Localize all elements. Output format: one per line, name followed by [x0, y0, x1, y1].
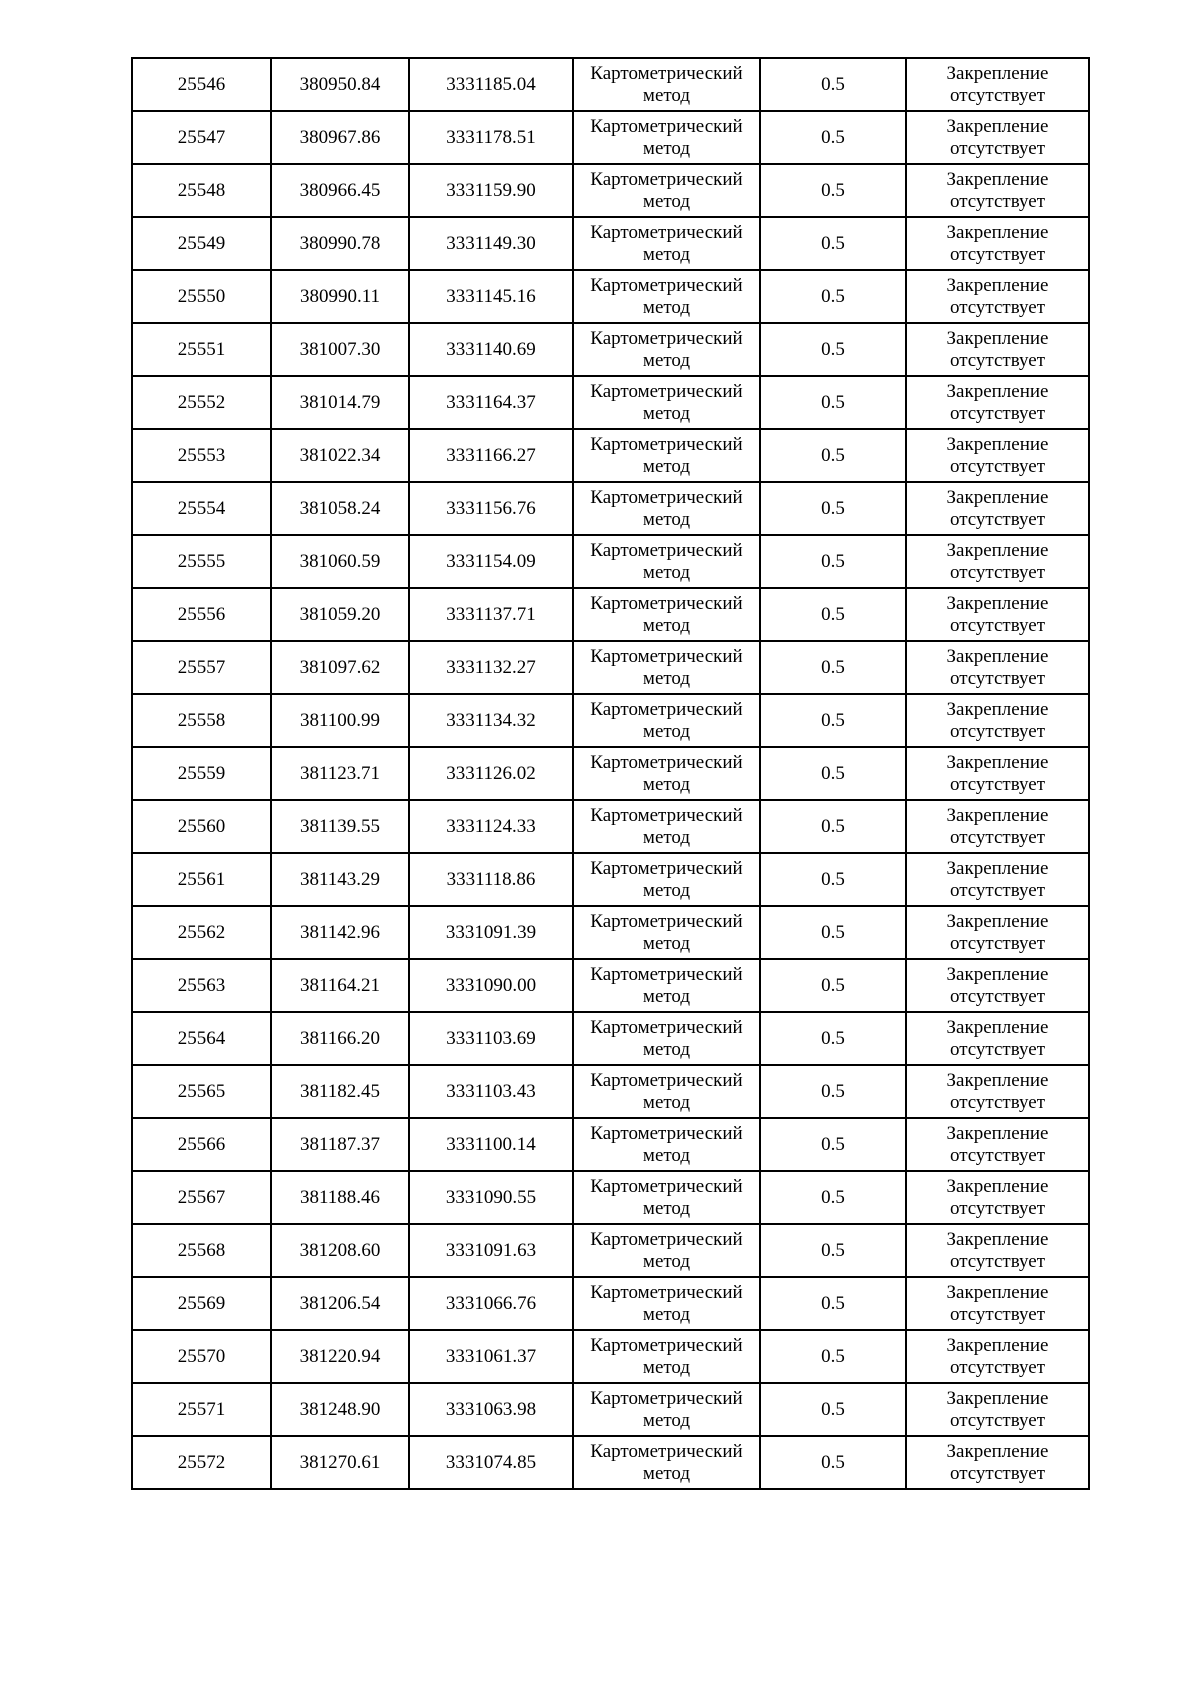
- y-coordinate-cell: 3331103.43: [409, 1065, 573, 1118]
- x-coordinate-cell: 381097.62: [271, 641, 409, 694]
- method-cell: Картометрический метод: [573, 641, 760, 694]
- table-row: [132, 641, 1089, 694]
- fixing-description-cell: Закрепление отсутствует: [906, 1012, 1089, 1065]
- accuracy-cell: 0.5: [760, 164, 906, 217]
- method-cell: Картометрический метод: [573, 959, 760, 1012]
- y-coordinate-cell: 3331100.14: [409, 1118, 573, 1171]
- table-row: [132, 376, 1089, 429]
- fixing-description-cell: Закрепление отсутствует: [906, 323, 1089, 376]
- method-cell: Картометрический метод: [573, 1118, 760, 1171]
- point-number-cell: 25554: [132, 482, 271, 535]
- method-cell: Картометрический метод: [573, 376, 760, 429]
- fixing-description-cell: Закрепление отсутствует: [906, 535, 1089, 588]
- accuracy-cell: 0.5: [760, 747, 906, 800]
- method-cell: Картометрический метод: [573, 323, 760, 376]
- x-coordinate-cell: 381166.20: [271, 1012, 409, 1065]
- fixing-description-cell: Закрепление отсутствует: [906, 1118, 1089, 1171]
- accuracy-cell: 0.5: [760, 641, 906, 694]
- table-row: [132, 1012, 1089, 1065]
- table-row: [132, 959, 1089, 1012]
- x-coordinate-cell: 381058.24: [271, 482, 409, 535]
- y-coordinate-cell: 3331149.30: [409, 217, 573, 270]
- method-cell: Картометрический метод: [573, 1277, 760, 1330]
- table-row: [132, 906, 1089, 959]
- x-coordinate-cell: 381139.55: [271, 800, 409, 853]
- point-number-cell: 25570: [132, 1330, 271, 1383]
- point-number-cell: 25553: [132, 429, 271, 482]
- y-coordinate-cell: 3331074.85: [409, 1436, 573, 1489]
- fixing-description-cell: Закрепление отсутствует: [906, 588, 1089, 641]
- point-number-cell: 25564: [132, 1012, 271, 1065]
- method-cell: Картометрический метод: [573, 1065, 760, 1118]
- fixing-description-cell: Закрепление отсутствует: [906, 800, 1089, 853]
- method-cell: Картометрический метод: [573, 694, 760, 747]
- x-coordinate-cell: 381248.90: [271, 1383, 409, 1436]
- accuracy-cell: 0.5: [760, 906, 906, 959]
- y-coordinate-cell: 3331124.33: [409, 800, 573, 853]
- accuracy-cell: 0.5: [760, 694, 906, 747]
- accuracy-cell: 0.5: [760, 853, 906, 906]
- accuracy-cell: 0.5: [760, 111, 906, 164]
- point-number-cell: 25549: [132, 217, 271, 270]
- fixing-description-cell: Закрепление отсутствует: [906, 111, 1089, 164]
- table-row: [132, 164, 1089, 217]
- table-row: [132, 270, 1089, 323]
- table-row: [132, 111, 1089, 164]
- method-cell: Картометрический метод: [573, 1224, 760, 1277]
- accuracy-cell: 0.5: [760, 270, 906, 323]
- point-number-cell: 25566: [132, 1118, 271, 1171]
- x-coordinate-cell: 381123.71: [271, 747, 409, 800]
- point-number-cell: 25559: [132, 747, 271, 800]
- y-coordinate-cell: 3331061.37: [409, 1330, 573, 1383]
- point-number-cell: 25567: [132, 1171, 271, 1224]
- x-coordinate-cell: 380967.86: [271, 111, 409, 164]
- accuracy-cell: 0.5: [760, 800, 906, 853]
- point-number-cell: 25569: [132, 1277, 271, 1330]
- table-row: [132, 853, 1089, 906]
- table-row: [132, 323, 1089, 376]
- method-cell: Картометрический метод: [573, 535, 760, 588]
- y-coordinate-cell: 3331156.76: [409, 482, 573, 535]
- fixing-description-cell: Закрепление отсутствует: [906, 1065, 1089, 1118]
- table-row: [132, 1065, 1089, 1118]
- x-coordinate-cell: 381022.34: [271, 429, 409, 482]
- fixing-description-cell: Закрепление отсутствует: [906, 1330, 1089, 1383]
- accuracy-cell: 0.5: [760, 959, 906, 1012]
- accuracy-cell: 0.5: [760, 323, 906, 376]
- x-coordinate-cell: 380990.78: [271, 217, 409, 270]
- y-coordinate-cell: 3331134.32: [409, 694, 573, 747]
- x-coordinate-cell: 380990.11: [271, 270, 409, 323]
- method-cell: Картометрический метод: [573, 1330, 760, 1383]
- method-cell: Картометрический метод: [573, 1171, 760, 1224]
- accuracy-cell: 0.5: [760, 535, 906, 588]
- accuracy-cell: 0.5: [760, 1065, 906, 1118]
- y-coordinate-cell: 3331118.86: [409, 853, 573, 906]
- method-cell: Картометрический метод: [573, 800, 760, 853]
- method-cell: Картометрический метод: [573, 906, 760, 959]
- accuracy-cell: 0.5: [760, 1277, 906, 1330]
- method-cell: Картометрический метод: [573, 1436, 760, 1489]
- accuracy-cell: 0.5: [760, 217, 906, 270]
- y-coordinate-cell: 3331103.69: [409, 1012, 573, 1065]
- fixing-description-cell: Закрепление отсутствует: [906, 959, 1089, 1012]
- x-coordinate-cell: 381270.61: [271, 1436, 409, 1489]
- point-number-cell: 25555: [132, 535, 271, 588]
- y-coordinate-cell: 3331137.71: [409, 588, 573, 641]
- accuracy-cell: 0.5: [760, 1383, 906, 1436]
- x-coordinate-cell: 381182.45: [271, 1065, 409, 1118]
- y-coordinate-cell: 3331185.04: [409, 58, 573, 111]
- table-row: [132, 429, 1089, 482]
- accuracy-cell: 0.5: [760, 482, 906, 535]
- accuracy-cell: 0.5: [760, 1118, 906, 1171]
- point-number-cell: 25568: [132, 1224, 271, 1277]
- table-row: [132, 588, 1089, 641]
- accuracy-cell: 0.5: [760, 1436, 906, 1489]
- fixing-description-cell: Закрепление отсутствует: [906, 694, 1089, 747]
- table-row: [132, 694, 1089, 747]
- point-number-cell: 25572: [132, 1436, 271, 1489]
- point-number-cell: 25551: [132, 323, 271, 376]
- y-coordinate-cell: 3331063.98: [409, 1383, 573, 1436]
- y-coordinate-cell: 3331091.39: [409, 906, 573, 959]
- point-number-cell: 25560: [132, 800, 271, 853]
- table-row: [132, 58, 1089, 111]
- y-coordinate-cell: 3331164.37: [409, 376, 573, 429]
- accuracy-cell: 0.5: [760, 588, 906, 641]
- accuracy-cell: 0.5: [760, 58, 906, 111]
- point-number-cell: 25563: [132, 959, 271, 1012]
- y-coordinate-cell: 3331132.27: [409, 641, 573, 694]
- method-cell: Картометрический метод: [573, 747, 760, 800]
- y-coordinate-cell: 3331166.27: [409, 429, 573, 482]
- table-row: [132, 1277, 1089, 1330]
- y-coordinate-cell: 3331066.76: [409, 1277, 573, 1330]
- fixing-description-cell: Закрепление отсутствует: [906, 164, 1089, 217]
- fixing-description-cell: Закрепление отсутствует: [906, 1171, 1089, 1224]
- method-cell: Картометрический метод: [573, 853, 760, 906]
- y-coordinate-cell: 3331126.02: [409, 747, 573, 800]
- y-coordinate-cell: 3331154.09: [409, 535, 573, 588]
- method-cell: Картометрический метод: [573, 1383, 760, 1436]
- point-number-cell: 25546: [132, 58, 271, 111]
- y-coordinate-cell: 3331140.69: [409, 323, 573, 376]
- fixing-description-cell: Закрепление отсутствует: [906, 376, 1089, 429]
- x-coordinate-cell: 380966.45: [271, 164, 409, 217]
- fixing-description-cell: Закрепление отсутствует: [906, 217, 1089, 270]
- fixing-description-cell: Закрепление отсутствует: [906, 641, 1089, 694]
- x-coordinate-cell: 381100.99: [271, 694, 409, 747]
- table-row: [132, 1224, 1089, 1277]
- table-row: [132, 800, 1089, 853]
- point-number-cell: 25547: [132, 111, 271, 164]
- table-row: [132, 535, 1089, 588]
- table-row: [132, 1383, 1089, 1436]
- point-number-cell: 25565: [132, 1065, 271, 1118]
- accuracy-cell: 0.5: [760, 376, 906, 429]
- point-number-cell: 25562: [132, 906, 271, 959]
- x-coordinate-cell: 381142.96: [271, 906, 409, 959]
- coordinates-table: [131, 57, 1090, 1490]
- fixing-description-cell: Закрепление отсутствует: [906, 1224, 1089, 1277]
- x-coordinate-cell: 381143.29: [271, 853, 409, 906]
- point-number-cell: 25561: [132, 853, 271, 906]
- coordinates-table-body: [132, 58, 1089, 1489]
- method-cell: Картометрический метод: [573, 270, 760, 323]
- y-coordinate-cell: 3331090.55: [409, 1171, 573, 1224]
- x-coordinate-cell: 381208.60: [271, 1224, 409, 1277]
- y-coordinate-cell: 3331159.90: [409, 164, 573, 217]
- accuracy-cell: 0.5: [760, 1012, 906, 1065]
- x-coordinate-cell: 381007.30: [271, 323, 409, 376]
- method-cell: Картометрический метод: [573, 217, 760, 270]
- x-coordinate-cell: 381014.79: [271, 376, 409, 429]
- point-number-cell: 25558: [132, 694, 271, 747]
- x-coordinate-cell: 381060.59: [271, 535, 409, 588]
- point-number-cell: 25552: [132, 376, 271, 429]
- x-coordinate-cell: 381206.54: [271, 1277, 409, 1330]
- table-row: [132, 217, 1089, 270]
- x-coordinate-cell: 380950.84: [271, 58, 409, 111]
- table-row: [132, 482, 1089, 535]
- method-cell: Картометрический метод: [573, 164, 760, 217]
- fixing-description-cell: Закрепление отсутствует: [906, 58, 1089, 111]
- fixing-description-cell: Закрепление отсутствует: [906, 1383, 1089, 1436]
- fixing-description-cell: Закрепление отсутствует: [906, 906, 1089, 959]
- point-number-cell: 25557: [132, 641, 271, 694]
- method-cell: Картометрический метод: [573, 482, 760, 535]
- fixing-description-cell: Закрепление отсутствует: [906, 429, 1089, 482]
- method-cell: Картометрический метод: [573, 111, 760, 164]
- accuracy-cell: 0.5: [760, 1330, 906, 1383]
- fixing-description-cell: Закрепление отсутствует: [906, 1436, 1089, 1489]
- table-row: [132, 1118, 1089, 1171]
- point-number-cell: 25571: [132, 1383, 271, 1436]
- y-coordinate-cell: 3331145.16: [409, 270, 573, 323]
- x-coordinate-cell: 381188.46: [271, 1171, 409, 1224]
- fixing-description-cell: Закрепление отсутствует: [906, 853, 1089, 906]
- table-row: [132, 1171, 1089, 1224]
- method-cell: Картометрический метод: [573, 58, 760, 111]
- point-number-cell: 25548: [132, 164, 271, 217]
- method-cell: Картометрический метод: [573, 1012, 760, 1065]
- fixing-description-cell: Закрепление отсутствует: [906, 1277, 1089, 1330]
- x-coordinate-cell: 381187.37: [271, 1118, 409, 1171]
- method-cell: Картометрический метод: [573, 429, 760, 482]
- point-number-cell: 25556: [132, 588, 271, 641]
- accuracy-cell: 0.5: [760, 1224, 906, 1277]
- method-cell: Картометрический метод: [573, 588, 760, 641]
- table-row: [132, 747, 1089, 800]
- fixing-description-cell: Закрепление отсутствует: [906, 270, 1089, 323]
- y-coordinate-cell: 3331091.63: [409, 1224, 573, 1277]
- fixing-description-cell: Закрепление отсутствует: [906, 482, 1089, 535]
- x-coordinate-cell: 381164.21: [271, 959, 409, 1012]
- point-number-cell: 25550: [132, 270, 271, 323]
- table-row: [132, 1330, 1089, 1383]
- y-coordinate-cell: 3331178.51: [409, 111, 573, 164]
- x-coordinate-cell: 381059.20: [271, 588, 409, 641]
- x-coordinate-cell: 381220.94: [271, 1330, 409, 1383]
- table-row: [132, 1436, 1089, 1489]
- y-coordinate-cell: 3331090.00: [409, 959, 573, 1012]
- fixing-description-cell: Закрепление отсутствует: [906, 747, 1089, 800]
- accuracy-cell: 0.5: [760, 429, 906, 482]
- accuracy-cell: 0.5: [760, 1171, 906, 1224]
